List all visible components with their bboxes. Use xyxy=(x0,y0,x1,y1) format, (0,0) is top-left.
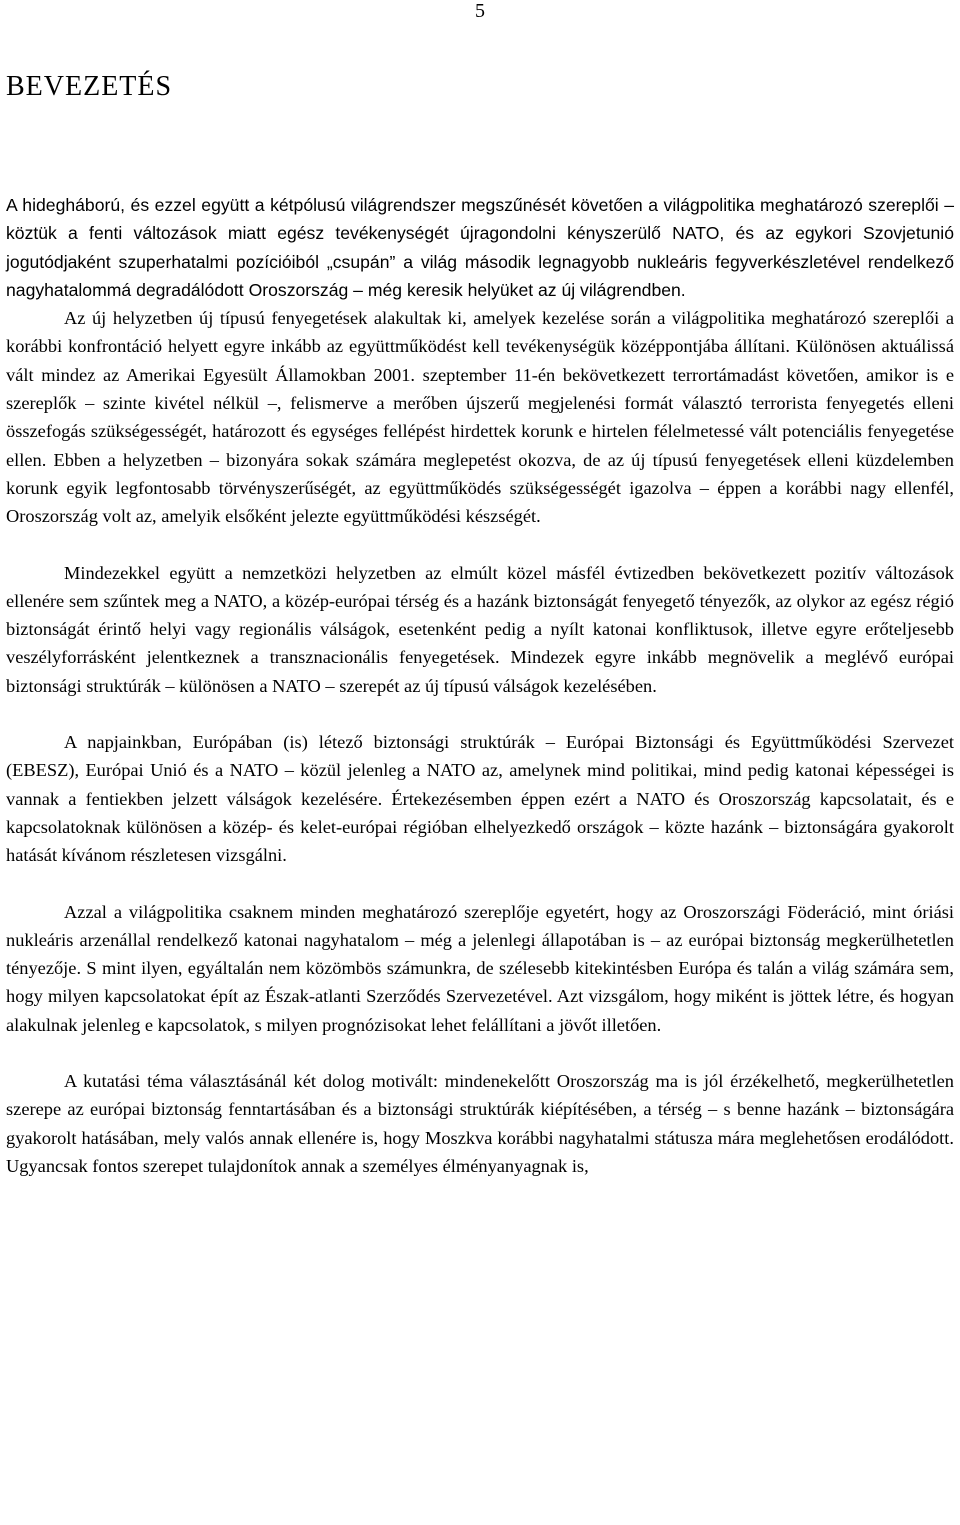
body-text xyxy=(6,191,954,1180)
page-number: 5 xyxy=(475,0,485,22)
paragraph-4: A napjainkban, Európában (is) létező biztonsági struktúrák – Európai Biztonsági és Együttműködési Szervezet (EBESZ), Európai Unió és a NATO – közül jelenleg a NATO az, amelynek mind politikai, mind pedig katonai képességei is vannak a fentiekben jelzett válságok kezelésére. Értekezésemben éppen ezért a NATO és Oroszország kapcsolatait, és e kapcsolatoknak különösen a közép- és kelet-európai régióban elhelyezkedő országok – közte hazánk – biztonságára gyakorolt hatását kívánom részletesen vizsgálni. xyxy=(6,732,954,866)
paragraph-3: Mindezekkel együtt a nemzetközi helyzetben az elmúlt közel másfél évtizedben bekövetkezett pozitív változások ellenére sem szűntek meg a NATO, a közép-európai térség és a hazánk biztonságát fenyegető tényezők, az olykor az egész régió biztonságát érintő helyi vagy regionális válságok, esetenként pedig a nyílt katonai konfliktusok, illetve egyre erőteljesebb veszélyforrásként jelentkeznek a transznacionális fenyegetések. Mindezek egyre inkább megnövelik a meglévő európai biztonsági struktúrák – különösen a NATO – szerepét az új típusú válságok kezelésében. xyxy=(6,562,954,696)
paragraph-5: Azzal a világpolitika csaknem minden meghatározó szereplője egyetért, hogy az Oroszországi Föderáció, mint óriási nukleáris arzenállal rendelkező katonai nagyhatalom – még a jelenlegi állapotában is – az európai biztonság megkerülhetetlen tényezője. S mint ilyen, egyáltalán nem közömbös számunkra, de szélesebb kitekintésben Európa és talán a világ számára sem, hogy milyen kapcsolatokat épít az Észak-atlanti Szerződés Szervezetével. Azt vizsgálom, hogy miként is jöttek létre, és hogyan alakulnak jelenleg e kapcsolatok, s milyen prognózisokat lehet felállítani a jövőt illetően. xyxy=(6,901,954,1035)
chapter-title: BEVEZETÉS xyxy=(6,71,173,102)
paragraph-2: Az új helyzetben új típusú fenyegetések alakultak ki, amelyek kezelése során a világpolitika meghatározó szereplői a korábbi konfrontáció helyett egyre inkább az együttműködést kell tevékenységük középpontjába állítani. Különösen aktuálissá vált mindez az Amerikai Egyesült Államokban 2001. szeptember 11-én bekövetkezett terrortámadást követően, amikor is e szereplők – szinte kivétel nélkül –, felismerve a merőben újszerű megjelenési formát választó terrorista fenyegetés elleni összefogás szükségességét, határozott és egységes fellépést hirdettek korunk e hirtelen félelmetessé vált potenciális fenyegetése ellen. Ebben a helyzetben – bizonyára sokak számára meglepetést okozva, de az új típusú fenyegetések elleni küzdelemben korunk egyik legfontosabb törvényszerűségét, az együttműködés szükségességét igazolva – éppen a korábbi nagy ellenfél, Oroszország volt az, amelyik elsőként jelezte együttműködési készségét. xyxy=(6,308,954,527)
paragraph-6: A kutatási téma választásánál két dolog motivált: mindenekelőtt Oroszország ma is jól érzékelhető, megkerülhetetlen szerepe az európai biztonság fenntartásában és a biztonsági struktúrák kiépítésében, a térség – s benne hazánk – biztonságára gyakorolt hatásában, mely valós annak ellenére is, hogy Moszkva korábbi nagyhatalmi státusza mára meglehetősen erodálódott. Ugyancsak fontos szerepet tulajdonítok annak a személyes élményanyagnak is, xyxy=(6,1071,954,1176)
paragraph-1: A hidegháború, és ezzel együtt a kétpólusú világrendszer megszűnését követően a világpolitika meghatározó szereplői – köztük a fenti változások miatt egész tevékenységét újragondolni kényszerülő NATO, és az egykori Szovjetunió jogutódjaként szuperhatalmi pozícióiból „csupán” a világ második legnagyobb nukleáris fegyverkészletével rendelkező nagyhatalommá degradálódott Oroszország – még keresik helyüket az új világrendben. xyxy=(6,195,954,300)
